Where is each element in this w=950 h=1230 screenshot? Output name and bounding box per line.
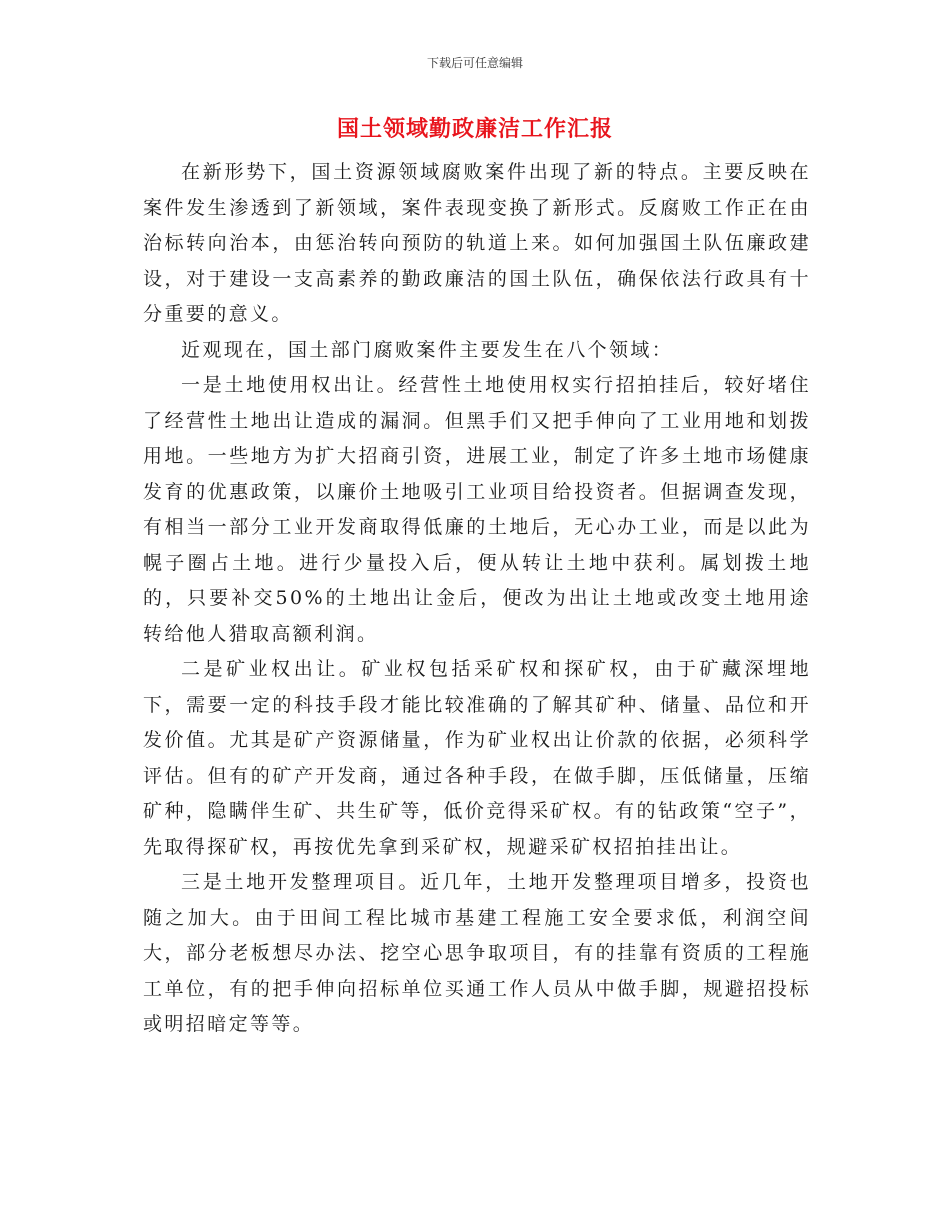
paragraph-intro: 在新形势下，国土资源领域腐败案件出现了新的特点。主要反映在案件发生渗透到了新领域，案件表现变换了新形式。反腐败工作正在由治标转向治本，由惩治转向预防的轨道上来。如何加强国土队伍廉政建设，对于建设一支高素养的勤政廉洁的国土队伍，确保依法行政具有十分重要的意义。 [143,161,811,325]
document-body [143,155,811,1043]
paragraph-land-use-rights: 一是土地使用权出让。经营性土地使用权实行招拍挂后，较好堵住了经营性土地出让造成的漏洞。但黑手们又把手伸向了工业用地和划拨用地。一些地方为扩大招商引资，进展工业，制定了许多土地市场健康发育的优惠政策，以廉价土地吸引工业项目给投资者。但据调查发现，有相当一部分工业开发商取得低廉的土地后，无心办工业，而是以此为幌子圈占土地。进行少量投入后，便从转让土地中获利。属划拨土地的，只要补交50%的土地出让金后，便改为出让土地或改变土地用途转给他人猎取高额利润。 [143,374,811,645]
page-header-note: 下载后可任意编辑 [426,56,523,70]
paragraph-land-development: 三是土地开发整理项目。近几年，土地开发整理项目增多，投资也随之加大。由于田间工程比城市基建工程施工安全要求低，利润空间大，部分老板想尽办法、挖空心思争取项目，有的挂靠有资质的工程施工单位，有的把手伸向招标单位买通工作人员从中做手脚，规避招投标或明招暗定等等。 [143,871,811,1035]
paragraph-mining-rights: 二是矿业权出让。矿业权包括采矿权和探矿权，由于矿藏深埋地下，需要一定的科技手段才能比较准确的了解其矿种、储量、品位和开发价值。尤其是矿产资源储量，作为矿业权出让价款的依据，必须科学评估。但有的矿产开发商，通过各种手段，在做手脚，压低储量，压缩矿种，隐瞒伴生矿、共生矿等，低价竞得采矿权。有的钻政策“空子”，先取得探矿权，再按优先拿到采矿权，规避采矿权招拍挂出让。 [143,658,811,858]
document-title: 国土领域勤政廉洁工作汇报 [336,116,613,142]
paragraph-overview: 近观现在，国土部门腐败案件主要发生在八个领域： [181,338,674,361]
